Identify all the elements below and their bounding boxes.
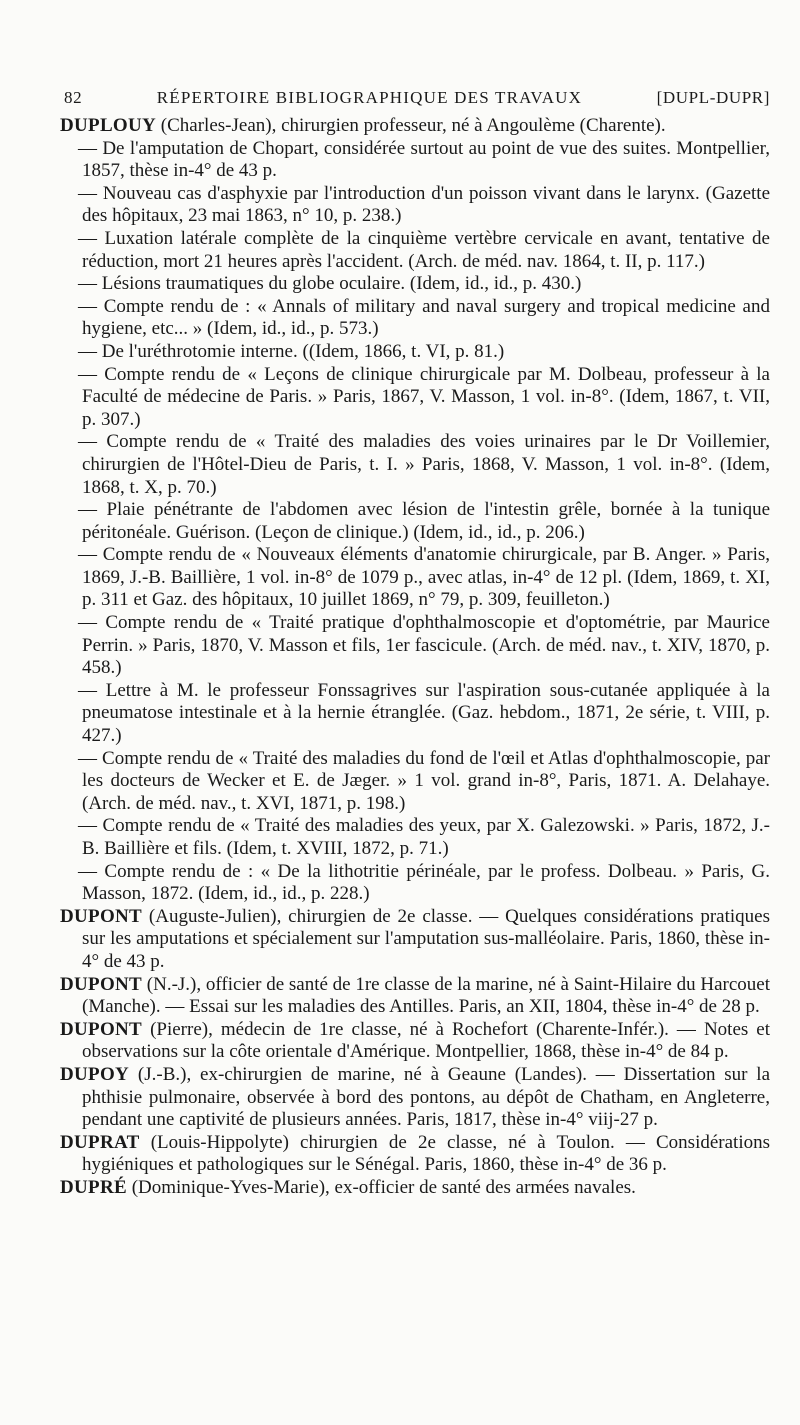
author-entry <box>60 115 770 138</box>
work-entry <box>60 499 770 544</box>
entry-text: — De l'amputation de Chopart, considérée surtout au point de vue des suites. Montpellier, 1857, thèse in-4° de 43 p. <box>78 137 770 182</box>
work-entry <box>60 612 770 680</box>
work-entry <box>60 431 770 499</box>
work-entry <box>60 680 770 748</box>
entry-list <box>60 115 770 1200</box>
entry-text: — Compte rendu de « Traité pratique d'ophthalmoscopie et d'optométrie, par Maurice Perrin. » Paris, 1870, V. Masson et fils, 1er fascicule. (Arch. de méd. nav., t. XIV, 1870, p. 458.) <box>78 612 770 679</box>
entry-text: — Compte rendu de « Traité des maladies du fond de l'œil et Atlas d'ophthalmoscopie, par les docteurs de Wecker et E. de Jæger. » 1 vol. grand in-8°, Paris, 1871. A. Delahaye. (Arch. de méd. nav., t. XVI, 1871, p. 198.) <box>78 747 770 814</box>
entry-text: (N.-J.), officier de santé de 1re classe de la marine, né à Saint-Hilaire du Harcouet (Manche). — Essai sur les maladies des Antilles. Paris, an XII, 1804, thèse in-4° de 28 p. <box>82 973 770 1018</box>
work-entry <box>60 138 770 183</box>
entry-text: — Compte rendu de « Nouveaux éléments d'anatomie chirurgicale, par B. Anger. » Paris, 1869, J.-B. Baillière, 1 vol. in-8° de 1079 p., avec atlas, in-4° de 12 pl. (Idem, 1869, t. XI, p. 311 et Gaz. des hôpitaux, 10 juillet 1869, n° 79, p. 309, feuilleton.) <box>78 544 770 611</box>
entry-text: — Compte rendu de : « Annals of military and naval surgery and tropical medicine and hygiene, etc... » (Idem, id., id., p. 573.) <box>78 295 770 340</box>
entry-text: (Louis-Hippolyte) chirurgien de 2e classe, né à Toulon. — Considérations hygiéniques et pathologiques sur le Sénégal. Paris, 1860, thèse in-4° de 36 p. <box>82 1131 771 1176</box>
work-entry <box>60 861 770 906</box>
author-surname: DUPONT <box>60 1018 143 1040</box>
entry-text: — Plaie pénétrante de l'abdomen avec lésion de l'intestin grêle, bornée à la tunique péritonéale. Guérison. (Leçon de clinique.) (Idem, id., id., p. 206.) <box>78 499 770 543</box>
entry-text: — Nouveau cas d'asphyxie par l'introduction d'un poisson vivant dans le larynx. (Gazette des hôpitaux, 23 mai 1863, n° 10, p. 238.) <box>78 182 770 227</box>
author-surname: DUPLOUY <box>60 115 157 136</box>
page-number: 82 <box>64 88 83 107</box>
author-surname: DUPRAT <box>60 1131 140 1153</box>
entry-text: — Compte rendu de : « De la lithotritie périnéale, par le profess. Dolbeau. » Paris, G. Masson, 1872. (Idem, id., id., p. 228.) <box>78 860 770 905</box>
entry-text: (J.-B.), ex-chirurgien de marine, né à Geaune (Landes). — Dissertation sur la phthisie pulmonaire, observée à bord des pontons, au dépôt de Chatham, en Angleterre, pendant une captivité de plusieurs années. Paris, 1817, thèse in-4° viij-27 p. <box>82 1063 771 1131</box>
work-entry <box>60 544 770 612</box>
author-entry <box>60 1019 770 1064</box>
work-entry <box>60 296 770 341</box>
author-surname: DUPONT <box>60 905 143 927</box>
work-entry <box>60 183 770 228</box>
work-entry <box>60 364 770 432</box>
entry-text: — De l'uréthrotomie interne. ((Idem, 1866, t. VI, p. 81.) <box>78 340 505 362</box>
entry-text: — Lésions traumatiques du globe oculaire. (Idem, id., id., p. 430.) <box>78 273 582 295</box>
author-surname: DUPRÉ <box>60 1176 127 1198</box>
entry-text: — Lettre à M. le professeur Fonssagrives sur l'aspiration sous-cutanée appliquée à la pneumatose intestinale et à la hernie étranglée. (Gaz. hebdom., 1871, 2e série, t. VIII, p. 427.) <box>78 679 770 747</box>
entry-text: — Compte rendu de « Traité des maladies des yeux, par X. Galezowski. » Paris, 1872, J.-B. Baillière et fils. (Idem, t. XVIII, 1872, p. 71.) <box>78 815 770 859</box>
author-entry <box>60 974 770 1019</box>
entry-text: — Compte rendu de « Traité des maladies des voies urinaires par le Dr Voillemier, chirurgien de l'Hôtel-Dieu de Paris, t. I. » Paris, 1868, V. Masson, 1 vol. in-8°. (Idem, 1868, t. X, p. 70.) <box>78 431 770 498</box>
author-entry <box>60 1064 770 1132</box>
work-entry <box>60 228 770 273</box>
section-range: [DUPL-DUPR] <box>656 88 770 107</box>
entry-text: — Luxation latérale complète de la cinquième vertèbre cervicale en avant, tentative de réduction, mort 21 heures après l'accident. (Arch. de méd. nav. 1864, t. II, p. 117.) <box>78 227 770 272</box>
author-entry <box>60 906 770 974</box>
author-entry <box>60 1177 770 1200</box>
running-head <box>64 88 770 108</box>
entry-text: — Compte rendu de « Leçons de clinique chirurgicale par M. Dolbeau, professeur à la Faculté de médecine de Paris. » Paris, 1867, V. Masson, 1 vol. in-8°. (Idem, 1867, t. VII, p. 307.) <box>78 363 770 430</box>
work-entry <box>60 815 770 860</box>
work-entry <box>60 341 770 364</box>
entry-text: (Pierre), médecin de 1re classe, né à Rochefort (Charente-Infér.). — Notes et observations sur la côte orientale d'Amérique. Montpellier, 1868, thèse in-4° de 84 p. <box>82 1018 771 1063</box>
author-surname: DUPOY <box>60 1063 130 1085</box>
entry-text: (Charles-Jean), chirurgien professeur, né à Angoulème (Charente). <box>160 115 666 136</box>
work-entry <box>60 273 770 296</box>
author-surname: DUPONT <box>60 973 143 995</box>
entry-text: (Auguste-Julien), chirurgien de 2e classe. — Quelques considérations pratiques sur les amputations et spécialement sur l'amputation sus-malléolaire. Paris, 1860, thèse in-4° de 43 p. <box>82 905 770 972</box>
entry-text: (Dominique-Yves-Marie), ex-officier de santé des armées navales. <box>131 1176 636 1198</box>
work-entry <box>60 748 770 816</box>
author-entry <box>60 1132 770 1177</box>
running-title: RÉPERTOIRE BIBLIOGRAPHIQUE DES TRAVAUX <box>156 88 583 107</box>
